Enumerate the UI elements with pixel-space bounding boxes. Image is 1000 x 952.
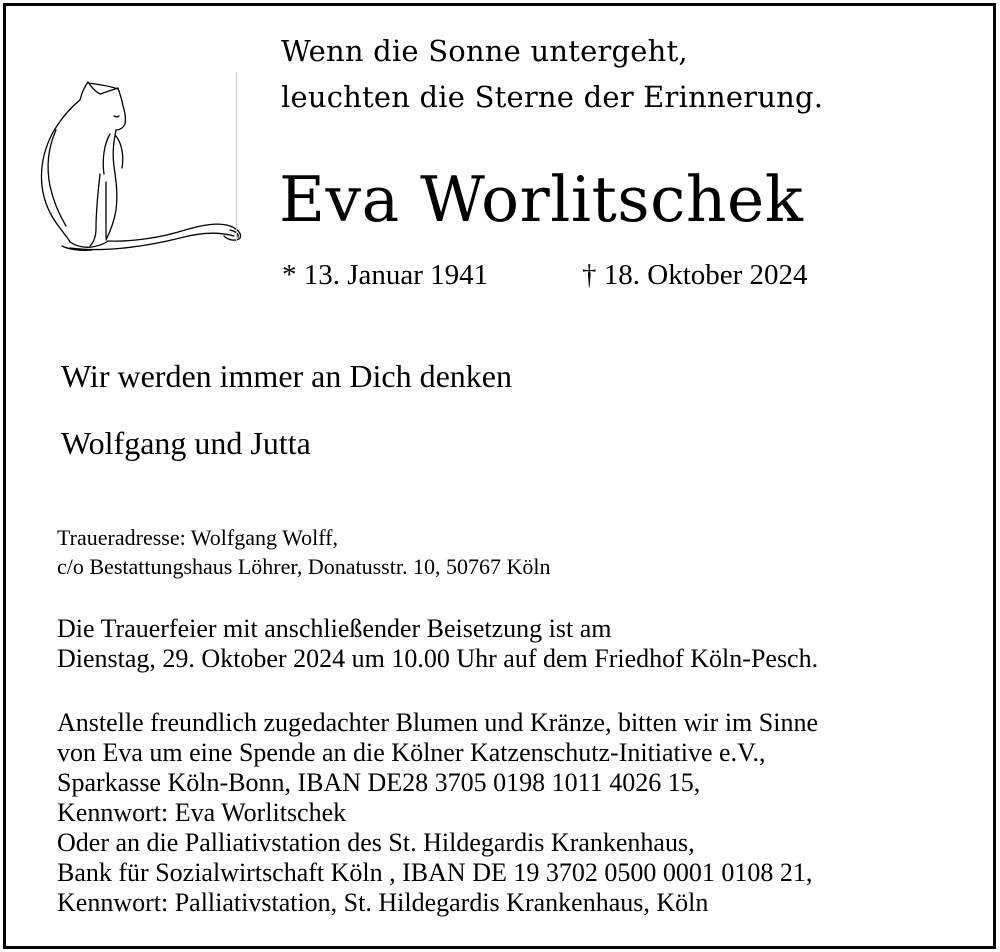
donation-line: Kennwort: Eva Worlitschek xyxy=(57,798,347,827)
donation-line: Bank für Sozialwirtschaft Köln , IBAN DE 19 3702 0500 0001 0108 21, xyxy=(57,858,813,887)
mourning-address xyxy=(57,523,550,581)
death-date: † 18. Oktober 2024 xyxy=(582,259,808,291)
birth-date: * 13. Januar 1941 xyxy=(282,259,489,291)
deceased-name: Eva Worlitschek xyxy=(279,163,804,236)
cat-silhouette-icon xyxy=(30,70,250,260)
life-dates xyxy=(282,257,808,293)
ceremony-info xyxy=(57,614,818,674)
donation-line: Kennwort: Palliativstation, St. Hildegardis Krankenhaus, Köln xyxy=(57,888,709,917)
ceremony-line-1: Die Trauerfeier mit anschließender Beisetzung ist am xyxy=(57,614,612,643)
donation-info xyxy=(57,708,818,918)
donation-line: Oder an die Palliativstation des St. Hildegardis Krankenhaus, xyxy=(57,828,695,857)
motto xyxy=(281,28,823,120)
donation-line: von Eva um eine Spende an die Kölner Katzenschutz-Initiative e.V., xyxy=(57,738,766,767)
remembrance-message: Wir werden immer an Dich denken xyxy=(61,358,512,394)
ceremony-line-2: Dienstag, 29. Oktober 2024 um 10.00 Uhr auf dem Friedhof Köln-Pesch. xyxy=(57,644,819,673)
donation-line: Anstelle freundlich zugedachter Blumen und Kränze, bitten wir im Sinne xyxy=(57,708,818,737)
image-divider xyxy=(236,72,237,242)
motto-line-2: leuchten die Sterne der Erinnerung. xyxy=(281,80,824,114)
motto-line-1: Wenn die Sonne untergeht, xyxy=(281,34,688,68)
address-line-1: Traueradresse: Wolfgang Wolff, xyxy=(57,525,338,550)
address-line-2: c/o Bestattungshaus Löhrer, Donatusstr. 10, 50767 Köln xyxy=(57,554,551,579)
donation-line: Sparkasse Köln-Bonn, IBAN DE28 3705 0198 1011 4026 15, xyxy=(57,768,701,797)
signers: Wolfgang und Jutta xyxy=(61,425,311,461)
